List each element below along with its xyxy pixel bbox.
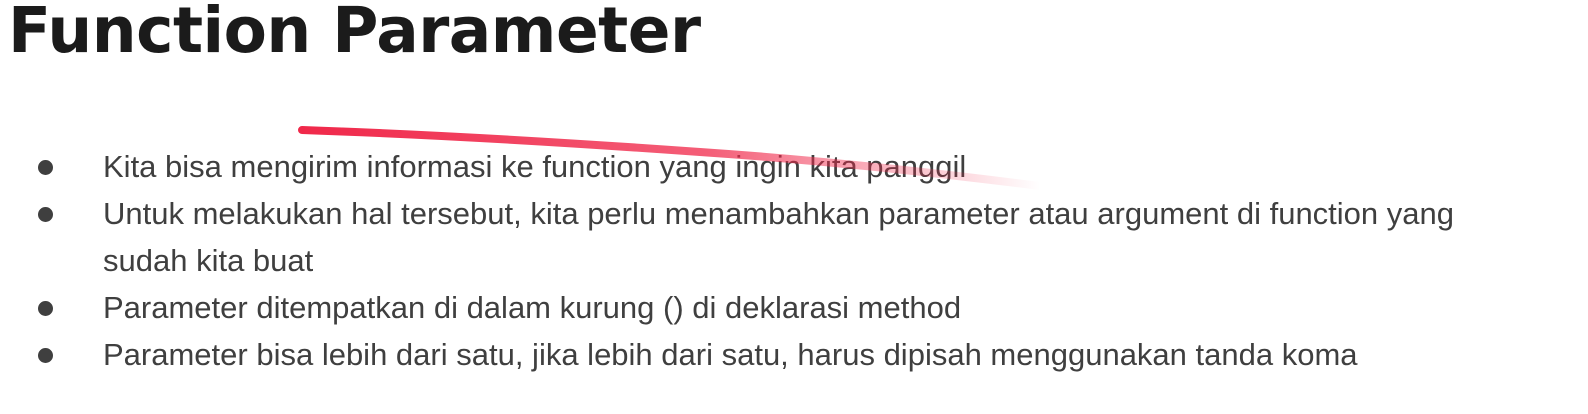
bullet-text: Untuk melakukan hal tersebut, kita perlu menambahkan parameter atau argument di function yang sudah kita buat — [103, 196, 1454, 278]
bullet-item — [0, 284, 1588, 331]
bullet-item — [0, 190, 1588, 284]
bullet-dot-icon — [38, 207, 53, 222]
bullet-list — [0, 143, 1588, 378]
bullet-dot-icon — [38, 301, 53, 316]
bullet-dot-icon — [38, 348, 53, 363]
slide-title: Function Parameter — [8, 0, 701, 67]
bullet-item — [0, 331, 1588, 378]
bullet-item — [0, 143, 1588, 190]
bullet-text: Parameter ditempatkan di dalam kurung () di deklarasi method — [103, 290, 962, 325]
bullet-dot-icon — [38, 160, 53, 175]
bullet-text: Parameter bisa lebih dari satu, jika lebih dari satu, harus dipisah menggunakan tanda koma — [103, 337, 1358, 372]
bullet-text: Kita bisa mengirim informasi ke function yang ingin kita panggil — [103, 149, 967, 184]
